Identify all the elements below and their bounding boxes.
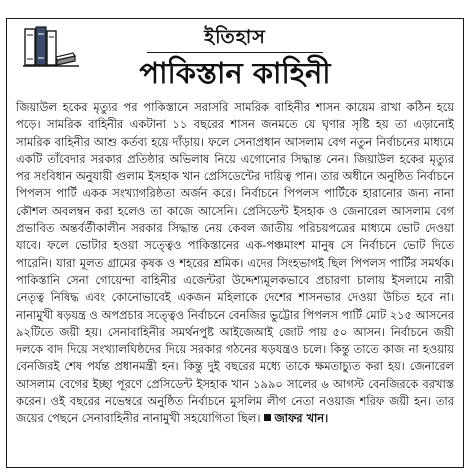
section-label: ইতিহাস xyxy=(204,26,266,48)
article-body xyxy=(16,99,454,428)
article-body-text: জিয়াউল হকের মৃত্যুর পর পাকিস্তানে সরাসরি সামরিক বাহিনীর শাসন কায়েম রাখা কঠিন হয়ে পড়ে। সামরিক বাহিনীর একটানা ১১ বছরের শাসন জনমতে যে ঘৃণার সৃষ্টি হয় তা এড়ানোই সামরিক বাহিনীর আশু কর্তব্য হয়ে দাঁড়ায়। ফলে সেনাপ্রধান আসলাম বেগ নতুন নির্বাচনের মাধ্যমে একটি তাঁবেদার সরকার প্রতিষ্ঠার অভিলাষ নিয়ে এগোনোর সিদ্ধান্ত নেন। জিয়াউল হকের মৃত্যুর পর সংবিধান অনুযায়ী গুলাম ইসহাক খান প্রেসিডেন্টের দায়িত্ব পান। তার অধীনে অনুষ্ঠিত নির্বাচনে পিপলস পার্টি একক সংখ্যাগরিষ্ঠতা অর্জন করে। নির্বাচনে পিপলস পার্টিকে হারানোর জন্য নানা কৌশল অবলম্বন করা হলেও তা কাজে আসেনি। প্রেসিডেন্ট ইসহাক ও জেনারেল আসলাম বেগ প্রভাবিত অন্তর্বর্তীকালীন সরকার সিদ্ধান্ত নেয় কেবল জাতীয় পরিচয়পত্রের মাধ্যমে ভোট দেওয়া যাবে। ফলে ভোটার হওয়া সত্ত্বেও পাকিস্তানের এক-পঞ্চমাংশ মানুষ সে নির্বাচনে ভোট দিতে পারেনি। যারা মূলত গ্রামের কৃষক ও শহরের শ্রমিক। এদের সিংহভাগই ছিল পিপলস পার্টির সমর্থক। পাকিস্তানি সেনা গোয়েন্দা বাহিনীর এজেন্টরা উদ্দেশ্যমূলকভাবে প্রচারণা চালায় ইসলামে নারী নেতৃত্ব নিষিদ্ধ এবং কোনোভাবেই একজন মহিলাকে দেশের শাসনভার দেওয়া উচিত হবে না। নানামুখী ষড়যন্ত্র ও অপপ্রচার সত্ত্বেও নির্বাচনে বেনজির ভুট্টোর পিপলস পার্টি মোট ২১৫ আসনের ৯২টিতে জয়ী হয়। সেনাবাহিনীর সমর্থনপুষ্ট আইজেআই জোট পায় ৫০ আসন। নির্বাচনে জয়ী দলকে বাদ দিয়ে সংখ্যালঘিষ্ঠদের দিয়ে সরকার গঠনের ষড়যন্ত্রও চলে। কিন্তু তাতে কাজ না হওয়ায় বেনজিরই শেষ পর্যন্ত প্রধানমন্ত্রী হন। কিন্তু দুই বছরের মধ্যে তাকে ক্ষমতাচ্যুত করা হয়। জেনারেল আসলাম বেগের ইচ্ছা পূরণে প্রেসিডেন্ট ইসহাক খান ১৯৯০ সালের ৬ আগস্ট বেনজিরকে বরখাস্ত করেন। ওই বছরের নভেম্বরে অনুষ্ঠিত নির্বাচনে মুসলিম লীগ নেতা নওয়াজ শরিফ জয়ী হন। তার জয়ের পেছনে সেনাবাহিনীর নানামুখী সহযোগিতা ছিল। xyxy=(16,100,454,426)
article-headline: পাকিস্তান কাহিনী xyxy=(139,56,331,90)
article-frame xyxy=(6,18,464,468)
article-byline: জাফর খান। xyxy=(274,411,329,426)
byline-square-icon xyxy=(264,414,271,421)
